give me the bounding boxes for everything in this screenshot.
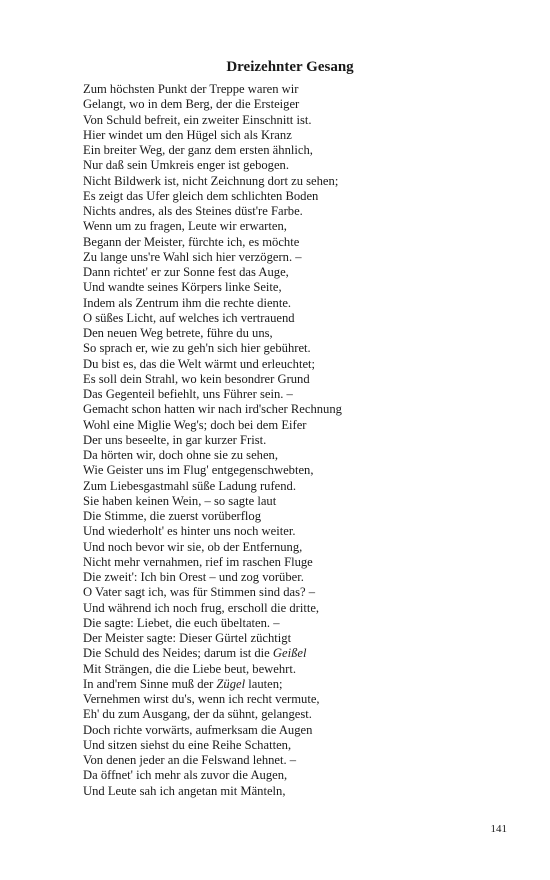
verse-line: Es zeigt das Ufer gleich dem schlichten Boden — [83, 188, 319, 203]
verse-line: Zu lange uns're Wahl sich hier verzögern. – — [83, 249, 302, 264]
italic-word: Zügel — [216, 676, 246, 691]
verse-line: Und wiederholt' es hinter uns noch weiter. — [83, 524, 296, 539]
verse-line: Vernehmen wirst du's, wenn ich recht vermute, — [83, 692, 320, 706]
verse-line: Wie Geister uns im Flug' entgegenschwebten, — [83, 463, 314, 478]
verse-list — [83, 82, 523, 799]
verse-line: Mit Strängen, die die Liebe beut, bewehrt. — [83, 661, 296, 676]
verse-line: Die sagte: Liebet, die euch übeltaten. – — [83, 615, 280, 630]
verse-line: Da öffnet' ich mehr als zuvor die Augen, — [83, 768, 288, 783]
verse-line: Nicht Bildwerk ist, nicht Zeichnung dort zu sehen; — [83, 173, 339, 188]
verse-line: Der uns beseelte, in gar kurzer Frist. — [83, 432, 267, 447]
verse-line: Eh' du zum Ausgang, der da sühnt, gelangest. — [83, 707, 312, 722]
verse-line: O süßes Licht, auf welches ich vertrauend — [83, 310, 295, 325]
verse-line: Und wandte seines Körpers linke Seite, — [83, 280, 282, 295]
verse-line: Zum höchsten Punkt der Treppe waren wir — [83, 82, 299, 96]
verse-line: In and'rem Sinne muß der Zügel lauten; — [83, 676, 283, 691]
verse-line: So sprach er, wie zu geh'n sich hier gebühret. — [83, 341, 311, 356]
verse-line: Und während ich noch frug, erscholl die dritte, — [83, 600, 320, 615]
italic-word: Geißel — [272, 646, 307, 661]
verse-line: Du bist es, das die Welt wärmt und erleuchtet; — [83, 356, 316, 371]
verse-line: Es soll dein Strahl, wo kein besondrer Grund — [83, 371, 310, 386]
verse-line: O Vater sagt ich, was für Stimmen sind das? – — [83, 585, 316, 600]
verse-line: Sie haben keinen Wein, – so sagte laut — [83, 493, 277, 508]
verse-line: Nicht mehr vernahmen, rief im raschen Fluge — [83, 554, 313, 569]
verse-line: Wenn um zu fragen, Leute wir erwarten, — [83, 219, 287, 234]
page-number: 141 — [490, 823, 507, 835]
verse-line: Nur daß sein Umkreis enger ist gebogen. — [83, 158, 289, 173]
verse-line: Die zweit': Ich bin Orest – und zog vorüber. — [83, 570, 304, 584]
verse-line: Dann richtet' er zur Sonne fest das Auge, — [83, 265, 289, 279]
verse-line: Da hörten wir, doch ohne sie zu sehen, — [83, 448, 278, 462]
verse-line: Hier windet um den Hügel sich als Kranz — [83, 127, 292, 142]
verse-line: Der Meister sagte: Dieser Gürtel züchtigt — [83, 631, 292, 645]
canto-title: Dreizehnter Gesang — [226, 59, 354, 75]
verse-line: Wohl eine Miglie Weg's; doch bei dem Eifer — [83, 417, 307, 432]
verse-line: Indem als Zentrum ihm die rechte diente. — [83, 295, 292, 310]
verse-line: Begann der Meister, fürchte ich, es möchte — [83, 234, 300, 249]
verse-line: Und sitzen siehst du eine Reihe Schatten, — [83, 737, 292, 752]
verse-line: Zum Liebesgastmahl süße Ladung rufend. — [83, 478, 296, 493]
verse-line: Gemacht schon hatten wir nach ird'scher Rechnung — [83, 402, 342, 417]
verse-line: Von Schuld befreit, ein zweiter Einschnitt ist. — [83, 112, 312, 127]
verse-line: Von denen jeder an die Felswand lehnet. – — [83, 753, 297, 767]
verse-line: Nichts andres, als des Steines düst're Farbe. — [83, 204, 303, 218]
verse-line: Doch richte vorwärts, aufmerksam die Augen — [83, 722, 313, 737]
verse-line: Die Stimme, die zuerst vorüberflog — [83, 509, 262, 523]
verse-line: Ein breiter Weg, der ganz dem ersten ähnlich, — [83, 143, 313, 157]
verse-line: Den neuen Weg betrete, führe du uns, — [83, 326, 273, 340]
verse-line: Und Leute sah ich angetan mit Mänteln, — [83, 783, 286, 798]
verse-line: Und noch bevor wir sie, ob der Entfernung, — [83, 539, 303, 554]
verse-line: Gelangt, wo in dem Berg, der die Ersteiger — [83, 97, 300, 112]
verse-line: Das Gegenteil befiehlt, uns Führer sein. – — [83, 387, 293, 401]
verse-line: Die Schuld des Neides; darum ist die Geißel — [83, 646, 307, 661]
